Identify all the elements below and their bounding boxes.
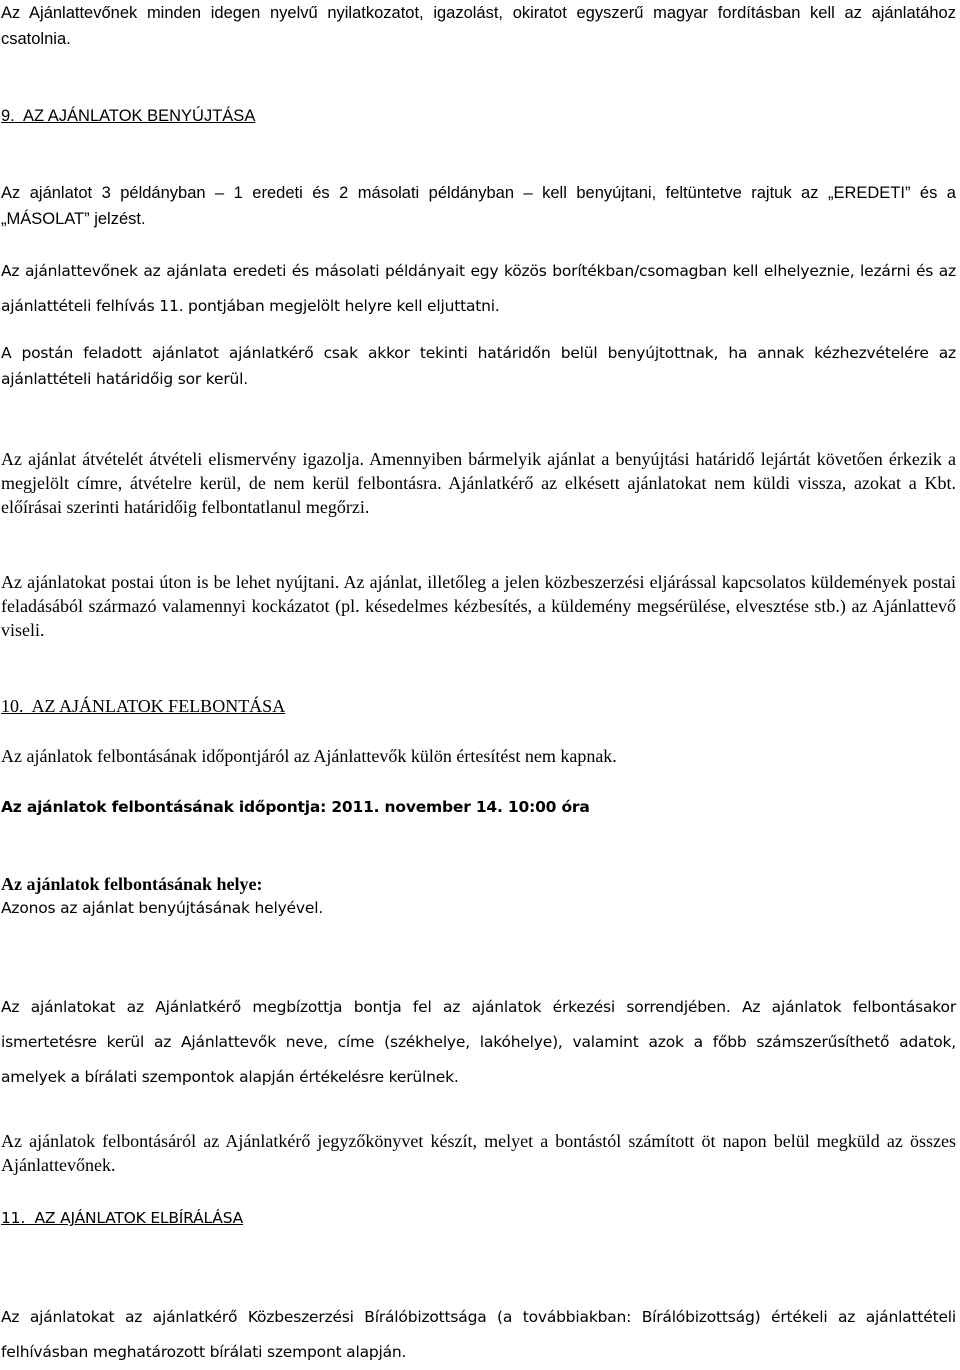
opening-place-label: Az ajánlatok felbontásának helye:: [1, 874, 263, 894]
section-11-number: 11.: [1, 1209, 26, 1227]
envelope-paragraph: Az ajánlattevőnek az ajánlata eredeti és másolati példányait egy közös borítékban/csomagban kell elhelyeznie, lezárni és az ajánlattételi felhívás 11. pontjában megjelölt helyre kell eljuttatni.: [1, 262, 956, 315]
section-10-title: AZ AJÁNLATOK FELBONTÁSA: [31, 696, 286, 716]
opening-date: Az ajánlatok felbontásának időpontja: 2011. november 14. 10:00 óra: [1, 798, 590, 816]
section-9-heading: [1, 103, 956, 129]
postal-paragraph: A postán feladott ajánlatot ajánlatkérő csak akkor tekinti határidőn belül benyújtottnak, ha annak kézhezvételére az ajánlattételi határidőig sor kerül.: [1, 344, 956, 388]
section-11-title: AZ AJÁNLATOK ELBÍRÁLÁSA: [34, 1209, 244, 1227]
opening-place-value: Azonos az ajánlat benyújtásának helyével.: [1, 899, 324, 917]
notify-paragraph: Az ajánlatok felbontásának időpontjáról az Ajánlattevők külön értesítést nem kapnak.: [1, 746, 617, 766]
risk-paragraph: Az ajánlatokat postai úton is be lehet nyújtani. Az ajánlat, illetőleg a jelen közbeszerzési eljárással kapcsolatos küldemények postai feladásából származó valamennyi kockázatot (pl. késedelmes kézbesítés, a küldemény megsérülése, elvesztése stb.) az Ajánlattevő viseli.: [1, 572, 956, 640]
section-11-heading: [1, 1205, 956, 1231]
evaluation-paragraph: Az ajánlatokat az ajánlatkérő Közbeszerzési Bírálóbizottsága (a továbbiakban: Bírálóbizottság) értékeli az ajánlattételi felhívásban meghatározott bírálati szempont alapján.: [1, 1308, 956, 1361]
copies-paragraph: Az ajánlatot 3 példányban – 1 eredeti és 2 másolati példányban – kell benyújtani, feltüntetve rajtuk az „EREDETI” és a „MÁSOLAT” jelzést.: [1, 184, 956, 228]
intro-paragraph: Az Ajánlattevőnek minden idegen nyelvű nyilatkozatot, igazolást, okiratot egyszerű magyar fordításban kell az ajánlatához csatolnia.: [1, 4, 956, 48]
section-9-title: AZ AJÁNLATOK BENYÚJTÁSA: [23, 107, 256, 125]
section-10-number: 10.: [1, 696, 24, 716]
section-10-heading: [1, 694, 956, 718]
minutes-paragraph: Az ajánlatok felbontásáról az Ajánlatkérő jegyzőkönyvet készít, melyet a bontástól számított öt napon belül megküld az összes Ajánlattevőnek.: [1, 1131, 956, 1175]
receipt-paragraph: Az ajánlat átvételét átvételi elismervény igazolja. Amennyiben bármelyik ajánlat a benyújtási határidő lejártát követően érkezik a megjelölt címre, átvételre kerül, de nem kerül felbontásra. Ajánlatkérő az elkésett ajánlatokat nem küldi vissza, azokat a Kbt. előírásai szerinti határidőig felbontatlanul megőrzi.: [1, 449, 956, 517]
section-9-number: 9.: [1, 107, 15, 125]
order-paragraph: Az ajánlatokat az Ajánlatkérő megbízottja bontja fel az ajánlatok érkezési sorrendjében. Az ajánlatok felbontásakor ismertetésre kerül az Ajánlattevők neve, címe (székhelye, lakóhelye), valamint azok a főbb számszerűsíthető adatok, amelyek a bírálati szempontok alapján értékelésre kerülnek.: [1, 998, 956, 1086]
